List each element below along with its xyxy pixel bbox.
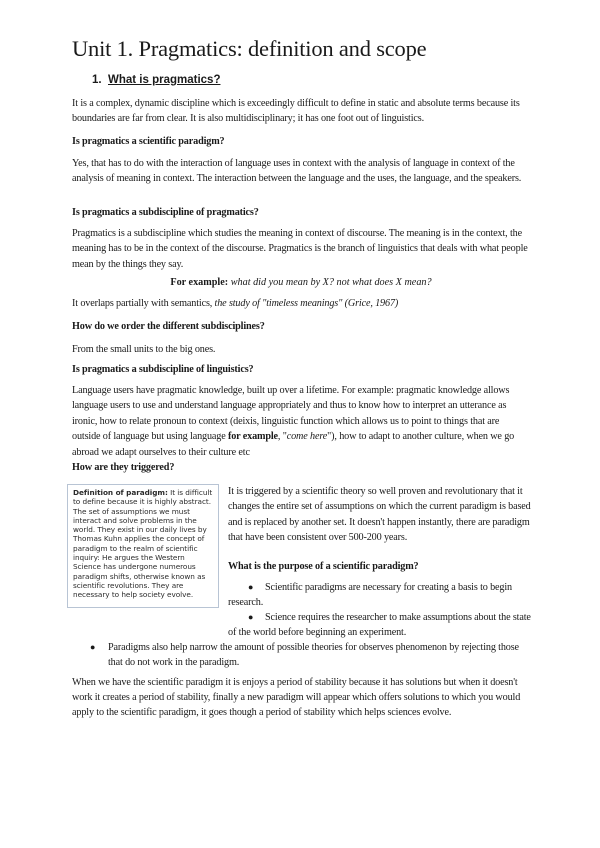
question-purpose: What is the purpose of a scientific paradigm?: [228, 561, 419, 572]
page-title: Unit 1. Pragmatics: definition and scope: [72, 36, 427, 61]
bullet-item: Paradigms also help narrow the amount of possible theories for observes phenomenon by rejecting those that do not work in the paradigm.: [108, 642, 519, 669]
definition-label: Definition of paradigm:: [73, 488, 168, 497]
overlap-quote: the study of "timeless meanings" (Grice, 1967): [214, 298, 399, 309]
question-scientific-paradigm: Is pragmatics a scientific paradigm?: [72, 136, 225, 147]
definition-box-text: [73, 488, 213, 600]
bullet-item: Science requires the researcher to make assumptions about the state of the world before beginning an experiment.: [228, 612, 531, 639]
section-heading-text: What is pragmatics?: [108, 74, 221, 86]
answer-text-part3: "), how to adapt to another culture, when we go abroad we adapt ourselves to their culture etc: [72, 431, 515, 458]
question-subdiscipline-pragmatics: Is pragmatics a subdiscipline of pragmatics?: [72, 207, 259, 218]
triggered-paragraph: It is triggered by a scientific theory so well proven and revolutionary that it changes the entire set of assumptions on which the current paradigm is based and is replaced by another set. It doesn't happen instantly, there are paradigm that have been consistent over 500-200 years.: [228, 486, 531, 544]
bullet-icon: ●: [248, 612, 254, 622]
answer-text-part1: Language users have pragmatic knowledge, built up over a lifetime. For example: pragmatic knowledge allows language users to use and understand language appropriately and thus to know how to interpret an utterance as ironic, how to relate pronoun to context (deixis, linguistic function which allows us to point to things that are outside of language but using language: [72, 385, 510, 443]
overlap-text: It overlaps partially with semantics,: [72, 298, 215, 309]
answer-text-part2: , ": [277, 431, 287, 443]
example-line: [72, 277, 530, 288]
definition-box: [67, 484, 219, 608]
answer-subdiscipline-linguistics: [72, 383, 530, 460]
question-triggered: How are they triggered?: [72, 462, 175, 473]
answer-text-italic: come here: [286, 431, 328, 443]
example-label: For example:: [170, 277, 229, 288]
intro-paragraph: It is a complex, dynamic discipline which is exceedingly difficult to define in static and absolute terms because its boundaries are far from clear. It is also multidisciplinary; it has one foot out of linguistics.: [72, 98, 520, 125]
closing-paragraph: When we have the scientific paradigm it is enjoys a period of stability because it has solutions but when it doesn't work it creates a period of stability, finally a new paradigm will appear which offers solutions to which you would apply to the scientific paradigm, it goes though a period of stability which helps sciences evolve.: [72, 677, 521, 719]
example-text: what did you mean by X? not what does X mean?: [230, 277, 432, 288]
answer-scientific-paradigm: Yes, that has to do with the interaction of language uses in context with the analysis of language in context of the analysis of meaning in context. The interaction between the language and the uses, the language, and the speakers.: [72, 158, 522, 185]
section-heading: [92, 74, 220, 86]
answer-subdiscipline-pragmatics: Pragmatics is a subdiscipline which studies the meaning in context of discourse. The meaning is in the context, the meaning has to be in the context of the discourse. Pragmatics is the branch of linguistics that deals with what people mean by the things they say.: [72, 228, 528, 270]
answer-order-subdisciplines: From the small units to the big ones.: [72, 344, 216, 355]
bullet-icon: ●: [248, 582, 254, 592]
question-order-subdisciplines: How do we order the different subdisciplines?: [72, 321, 265, 332]
section-number: 1.: [92, 74, 102, 86]
bullet-item: Scientific paradigms are necessary for creating a basis to begin research.: [228, 582, 512, 609]
overlap-line: [72, 298, 398, 309]
answer-text-bold: for example: [227, 431, 278, 443]
question-subdiscipline-linguistics: Is pragmatics a subdiscipline of linguistics?: [72, 364, 254, 375]
definition-text: It is difficult to define because it is highly abstract. The set of assumptions we must interact and solve problems in the world. They exist in our daily lives by Thomas Kuhn applies the concept of paradigm to the realm of scientific inquiry: He argues the Western Science has undergone numerous paradigm shifts, otherwise known as scientific revolutions. They are necessary to help society evolve.: [73, 488, 213, 600]
bullet-icon: ●: [90, 642, 96, 652]
